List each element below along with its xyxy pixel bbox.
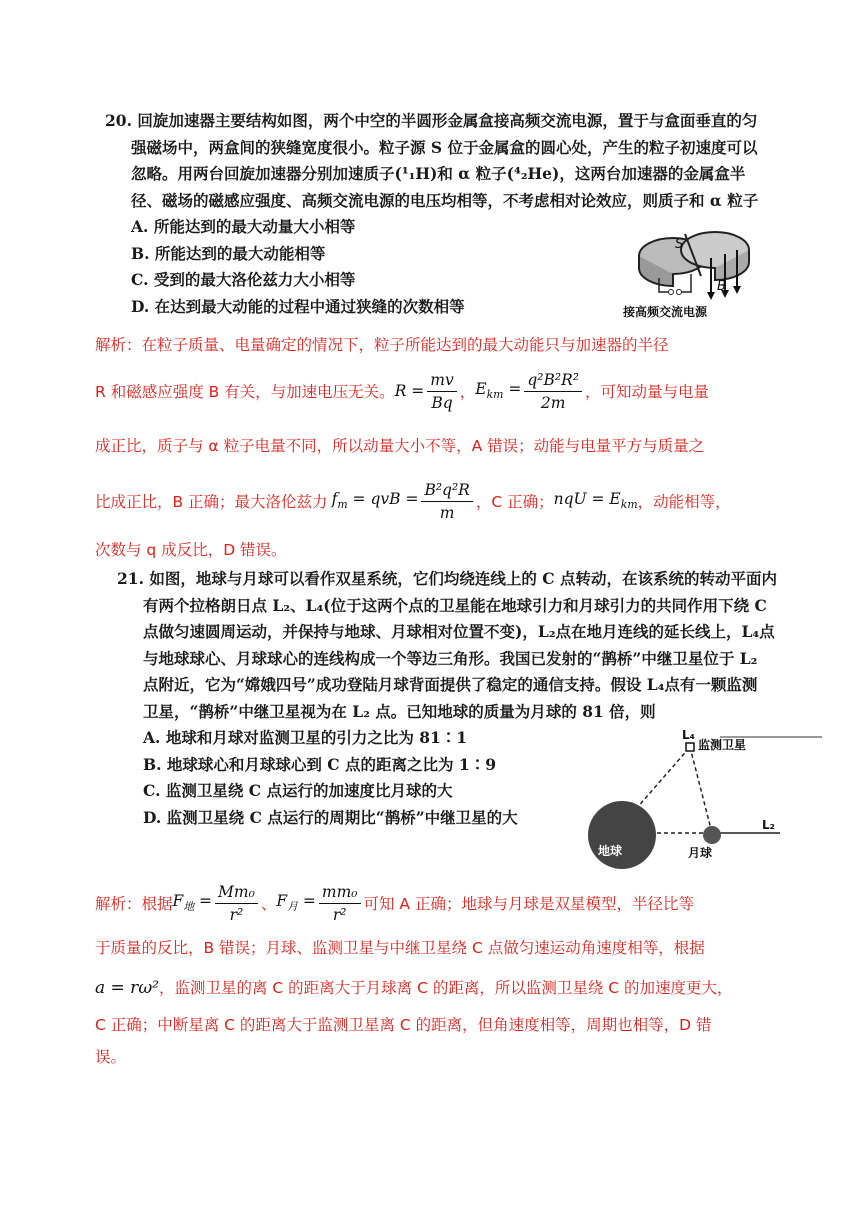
fraction-f-earth [215, 881, 258, 926]
nqu-sub: km [620, 498, 638, 512]
q21-stem-line: 21. 如图，地球与月球可以看作双星系统，它们均绕连线上的 C 点转动，在该系统的转动平面内 [117, 569, 777, 588]
equals: = [194, 891, 213, 910]
ans20-text: ，C 正确； [475, 493, 554, 511]
fraction-fm [421, 479, 472, 524]
q21-option-a: A. 地球和月球对监测卫星的引力之比为 81∶1 [143, 728, 468, 747]
nqu-equation: nqU = E [553, 490, 621, 509]
q21-stem-line: 点做匀速圆周运动，并保持与地球、月球相对位置不变)，L₂点在地月连线的延长线上，L₄点 [143, 622, 775, 641]
ans20-line [95, 470, 770, 532]
earth-circle [588, 801, 656, 869]
answer-20 [95, 330, 770, 568]
ans20-line: 解析：在粒子质量、电量确定的情况下，粒子所能达到的最大动能只与加速器的半径 [95, 336, 669, 354]
fraction-mv-bq [427, 369, 456, 414]
q21-stem-line: 点附近，它为“嫦娥四号”成功登陆月球背面提供了稳定的通信支持。假设 L₄点有一颗监测 [143, 675, 758, 694]
ans21-text: 可知 A 正确；地球与月球是双星模型，半径比等 [363, 895, 694, 913]
q21-stem-line: 与地球球心、月球球心的连线构成一个等边三角形。我国已发射的“鹊桥”中继卫星位于 L₂ [143, 648, 758, 668]
label-s: S [675, 237, 684, 252]
ans20-math [475, 380, 521, 401]
triangle-right-edge [690, 747, 712, 833]
numerator: mm₀ [319, 881, 361, 904]
fm-sub: m [337, 498, 348, 512]
ans20-text: R 和磁感应强度 B 有关，与加速电压无关。 [95, 383, 395, 401]
denominator: m [439, 503, 455, 522]
f-earth-symbol: F [172, 891, 184, 910]
ans21-text: ，监测卫星的离 C 的距离大于月球离 C 的距离，所以监测卫星绕 C 的加速度更大， [159, 979, 733, 997]
label-monitor-satellite: 监测卫星 [698, 738, 747, 752]
equals: = [503, 380, 522, 399]
ans21-math [276, 892, 316, 914]
q21-stem-line: 有两个拉格朗日点 L₂、L₄(位于这两个点的卫星能在地球引力和月球引力的共同作用下绕 C [143, 595, 767, 615]
q20-stem-line: 径、磁场的磁感应强度、高频交流电源的电压均相等，不考虑相对论效应，则质子和 α 粒子 [131, 190, 759, 210]
denominator: r² [229, 905, 244, 924]
ans21-line: C 正确；中断星离 C 的距离大于监测卫星离 C 的距离，但角速度相等，周期也相等，D 错 [95, 1016, 712, 1034]
moon-circle [703, 826, 721, 844]
figure-caption: 接高频交流电源 [623, 305, 708, 319]
q20-stem-line: 20. 回旋加速器主要结构如图，两个中空的半圆形金属盒接高频交流电源，置于与盒面垂直的匀 [105, 111, 758, 130]
ans20-math [332, 490, 419, 511]
ans20-text: ，动能相等， [637, 493, 731, 511]
label-earth: 地球 [598, 844, 623, 858]
label-b: B [717, 279, 726, 294]
ans20-text: ，可知动量与电量 [585, 383, 710, 401]
numerator: q²B²R² [524, 369, 582, 392]
equals: = [297, 891, 316, 910]
q20-option-c: C. 受到的最大洛伦兹力大小相等 [131, 270, 356, 289]
label-l4: L₄ [682, 728, 695, 742]
label-l2: L₂ [762, 818, 775, 832]
q21-option-c: C. 监测卫星绕 C 点运行的加速度比月球的大 [143, 781, 453, 800]
numerator: mv [427, 369, 456, 392]
q20-option-b: B. 所能达到的最大动能相等 [131, 243, 326, 263]
ans20-line: 次数与 q 成反比，D 错误。 [95, 541, 287, 559]
ans21-line: 于质量的反比，B 错误；月球、监测卫星与中继卫星绕 C 点做匀速运动角速度相等，根据 [95, 939, 705, 957]
q20-option-d: D. 在达到最大动能的过程中通过狭缝的次数相等 [131, 296, 465, 316]
earth-moon-figure [570, 725, 822, 871]
ans21-math: a = rω² [95, 978, 159, 998]
ac-terminal-right [677, 290, 682, 295]
ans21-text: 解析：根据 [95, 895, 173, 913]
monitor-satellite-marker [686, 743, 694, 751]
q21-stem-line: 卫星，“鹊桥”中继卫星视为在 L₂ 点。已知地球的质量为月球的 81 倍，则 [143, 701, 656, 721]
q21-option-d: D. 监测卫星绕 C 点运行的周期比“鹊桥”中继卫星的大 [143, 807, 518, 827]
denominator: r² [332, 905, 347, 924]
f-moon-symbol: F [276, 891, 288, 910]
numerator: Mm₀ [215, 881, 258, 904]
numerator: B²q²R [421, 479, 472, 502]
q20-stem-line: 强磁场中，两盒间的狭缝宽度很小。粒子源 S 位于金属盒的圆心处，产生的粒子初速度可以 [131, 137, 758, 157]
fraction-f-moon [319, 881, 361, 926]
equals: = qvB = [347, 490, 419, 509]
ans21-math [173, 892, 213, 914]
ans20-line: 成正比，质子与 α 粒子电量不同，所以动量大小不等，A 错误；动能与电量平方与质量之 [95, 437, 705, 455]
q20-option-a: A. 所能达到的最大动量大小相等 [131, 217, 356, 236]
f-earth-sub: 地 [183, 900, 195, 914]
ans20-math [554, 490, 638, 511]
answer-21 [95, 878, 770, 1072]
ekm-symbol: E [475, 380, 487, 399]
q20-stem-line: 忽略。用两台回旋加速器分别加速质子(¹₁H)和 α 粒子(⁴₂He)，这两台加速器的金属盒半 [131, 164, 746, 183]
ac-terminal-left [669, 290, 674, 295]
ans20-text: 比成正比，B 正确；最大洛伦兹力 [95, 493, 328, 511]
f-moon-sub: 月 [287, 900, 298, 914]
ans21-text: 、 [260, 895, 277, 913]
q21-option-b: B. 地球球心和月球球心到 C 点的距离之比为 1∶9 [143, 754, 496, 774]
denominator: Bq [431, 393, 453, 412]
ans21-line [95, 968, 770, 1008]
ans21-line [95, 878, 770, 928]
ekm-sub: km [486, 388, 504, 402]
cyclotron-figure [615, 212, 775, 324]
fraction-ekm [524, 369, 582, 414]
ans20-text: ， [459, 383, 476, 401]
fm-symbol: f [331, 490, 338, 509]
ans21-line: 误。 [95, 1048, 127, 1066]
ans20-line [95, 360, 770, 422]
label-moon: 月球 [688, 846, 713, 860]
denominator: 2m [540, 393, 566, 412]
ans20-math: R = [394, 382, 425, 400]
